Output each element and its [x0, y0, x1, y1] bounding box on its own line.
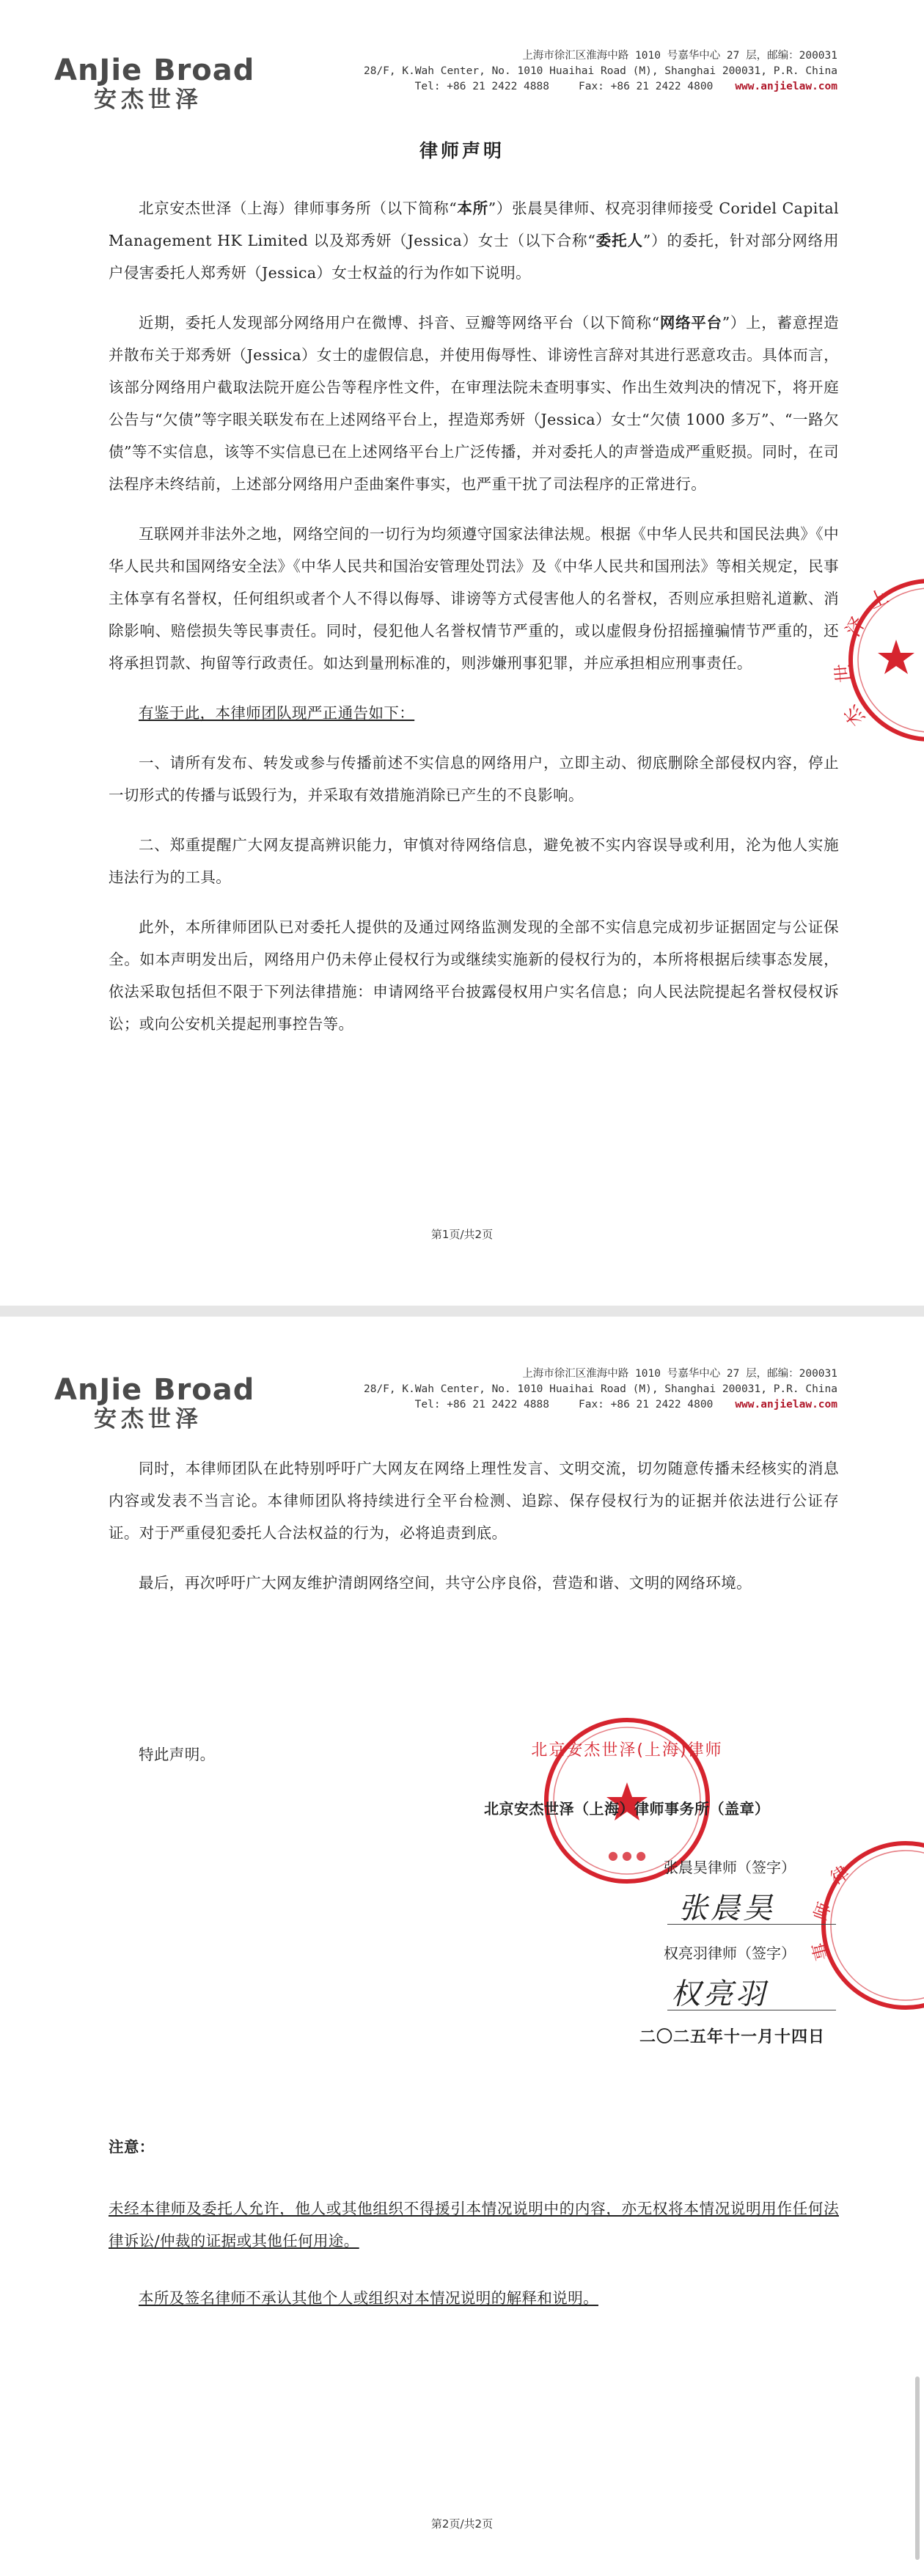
- lawyer-1-signature: 张晨昊: [678, 1892, 775, 1925]
- svg-text:上: 上: [865, 585, 892, 614]
- paragraph-item-2: 二、郑重提醒广大网友提高辨识能力，审慎对待网络信息，避免被不实内容误导或利用，沦为他人实施违法行为的工具。: [109, 836, 839, 886]
- fax-2: Fax: +86 21 2422 4800: [578, 1399, 714, 1410]
- statement-body: [109, 192, 839, 1058]
- address-en: 28/F, K.Wah Center, No. 1010 Huaihai Road (M), Shanghai 200031, P.R. China: [363, 65, 837, 77]
- svg-text:世: 世: [832, 662, 856, 684]
- lawyer-2-label: 权亮羽律师（签字）: [664, 1944, 796, 1962]
- paragraph-item-1: 一、请所有发布、转发或参与传播前述不实信息的网络用户，立即主动、彻底删除全部侵权内容，停止一切形式的传播与诋毁行为，并采取有效措施消除已产生的不良影响。: [109, 754, 839, 804]
- paragraph-final: 最后，再次呼吁广大网友维护清朗网络空间，共守公序良俗，营造和谐、文明的网络环境。: [139, 1574, 752, 1592]
- firm-seal-partial-icon: [796, 1834, 924, 2017]
- statement-date: 二〇二五年十一月十四日: [639, 2027, 826, 2046]
- paragraph-appeal: 同时，本律师团队在此特别呼吁广大网友在网络上理性发言、文明交流，切勿随意传播未经核实的消息内容或发表不当言论。本律师团队将持续进行全平台检测、追踪、保存侵权行为的证据并依法进行公证存证。对于严重侵犯委托人合法权益的行为，必将追责到底。: [109, 1460, 839, 1542]
- lawyer-1-label: 张晨昊律师（签字）: [664, 1859, 796, 1876]
- paragraph-intro: 北京安杰世泽（上海）律师事务所（以下简称“本所”）张晨昊律师、权亮羽律师接受 Coridel Capital Management HK Limited 以及郑秀妍（Jessica）女士（以下合称“委托人”）的委托，针对部分网络用户侵害委托人郑秀妍（Jessica）女士权益的行为作如下说明。: [109, 200, 839, 282]
- address-en-2: 28/F, K.Wah Center, No. 1010 Huaihai Road (M), Shanghai 200031, P.R. China: [363, 1383, 837, 1395]
- scrollbar[interactable]: [915, 2376, 920, 2560]
- document-title: 律师声明: [419, 140, 505, 161]
- page-2: [0, 1317, 924, 2576]
- letterhead-address: [364, 48, 837, 95]
- closing-line: 特此声明。: [139, 1746, 216, 1763]
- letterhead-address-2: [364, 1366, 837, 1413]
- address-cn: 上海市徐汇区淮海中路 1010 号嘉华中心 27 层，邮编：200031: [522, 50, 837, 62]
- statement-body-2: [109, 1452, 839, 1617]
- fax: Fax: +86 21 2422 4800: [578, 81, 714, 92]
- firm-logo: [54, 54, 267, 113]
- svg-text:律: 律: [826, 1862, 854, 1889]
- svg-text:师: 师: [810, 1899, 835, 1924]
- logo-english-2: AnJie Broad: [54, 1373, 255, 1407]
- address-cn-2: 上海市徐汇区淮海中路 1010 号嘉华中心 27 层，邮编：200031: [522, 1368, 837, 1380]
- website-link[interactable]: www.anjielaw.com: [735, 81, 837, 92]
- page-separator: [0, 1306, 924, 1317]
- page-number-2: 第2页/共2页: [430, 2517, 494, 2531]
- firm-signature-line: 北京安杰世泽（上海）律师事务所（盖章）: [484, 1800, 770, 1818]
- notes-section: [109, 2131, 839, 2314]
- logo-chinese-2: 安杰世泽: [94, 1406, 202, 1432]
- paragraph-facts: 近期，委托人发现部分网络用户在微博、抖音、豆瓣等网络平台（以下简称“网络平台”）上，蓄意捏造并散布关于郑秀妍（Jessica）女士的虚假信息，并使用侮辱性、诽谤性言辞对其进行恶意攻击。具体而言，该部分网络用户截取法院开庭公告等程序性文件，在审理法院未查明事实、作出生效判决的情况下，将开庭公告与“欠债”等字眼关联发布在上述网络平台上，捏造郑秀妍（Jessica）女士“欠债 1000 多万”、“一路欠债”等不实信息，该等不实信息已在上述网络平台上广泛传播，并对委托人的声誉造成严重贬损。同时，在司法程序未终结前，上述部分网络用户歪曲案件事实，也严重干扰了司法程序的正常进行。: [109, 314, 840, 493]
- tel: Tel: +86 21 2422 4888: [414, 81, 549, 92]
- logo-english: AnJie Broad: [54, 54, 255, 87]
- svg-text:● ● ●: ● ● ●: [607, 1848, 647, 1862]
- logo-chinese: 安杰世泽: [94, 87, 202, 113]
- lawyer-2-signature: 权亮羽: [671, 1977, 768, 2011]
- svg-text:泽: 泽: [842, 612, 871, 641]
- page-number-1: 第1页/共2页: [430, 1228, 494, 1241]
- website-link-2[interactable]: www.anjielaw.com: [735, 1399, 837, 1410]
- paragraph-measures: 此外，本所律师团队已对委托人提供的及通过网络监测发现的全部不实信息完成初步证据固定与公证保全。如本声明发出后，网络用户仍未停止侵权行为或继续实施新的侵权行为的，本所将根据后续事态发展，依法采取包括但不限于下列法律措施：申请网络平台披露侵权用户实名信息；向人民法院提起名誉权侵权诉讼；或向公安机关提起刑事控告等。: [109, 918, 839, 1033]
- seal-partial-icon: [832, 572, 924, 748]
- svg-text:北京安杰世泽(上海)律师: 北京安杰世泽(上海)律师: [531, 1741, 723, 1760]
- paragraph-law: 互联网并非法外之地，网络空间的一切行为均须遵守国家法律法规。根据《中华人民共和国民法典》《中华人民共和国网络安全法》《中华人民共和国治安管理处罚法》及《中华人民共和国刑法》等相关规定，民事主体享有名誉权，任何组织或者个人不得以侮辱、诽谤等方式侵害他人的名誉权，否则应承担赔礼道歉、消除影响、赔偿损失等民事责任。同时，侵犯他人名誉权情节严重的，或以虚假身份招摇撞骗情节严重的，还将承担罚款、拘留等行政责任。如达到量刑标准的，则涉嫌刑事犯罪，并应承担相应刑事责任。: [109, 525, 839, 672]
- svg-text:杰: 杰: [840, 700, 870, 730]
- signature-line-1: [667, 1924, 836, 1925]
- note-1: 未经本律师及委托人允许，他人或其他组织不得援引本情况说明中的内容，亦无权将本情况说明用作任何法律诉讼/仲裁的证据或其他任何用途。: [109, 2200, 839, 2250]
- note-2: 本所及签名律师不承认其他个人或组织对本情况说明的解释和说明。: [139, 2289, 598, 2307]
- note-title: 注意：: [109, 2138, 155, 2156]
- paragraph-notice-heading: 有鉴于此，本律师团队现严正通告如下：: [139, 704, 415, 722]
- tel-2: Tel: +86 21 2422 4888: [414, 1399, 549, 1410]
- firm-logo-2: [54, 1374, 267, 1432]
- svg-text:事: 事: [808, 1940, 833, 1963]
